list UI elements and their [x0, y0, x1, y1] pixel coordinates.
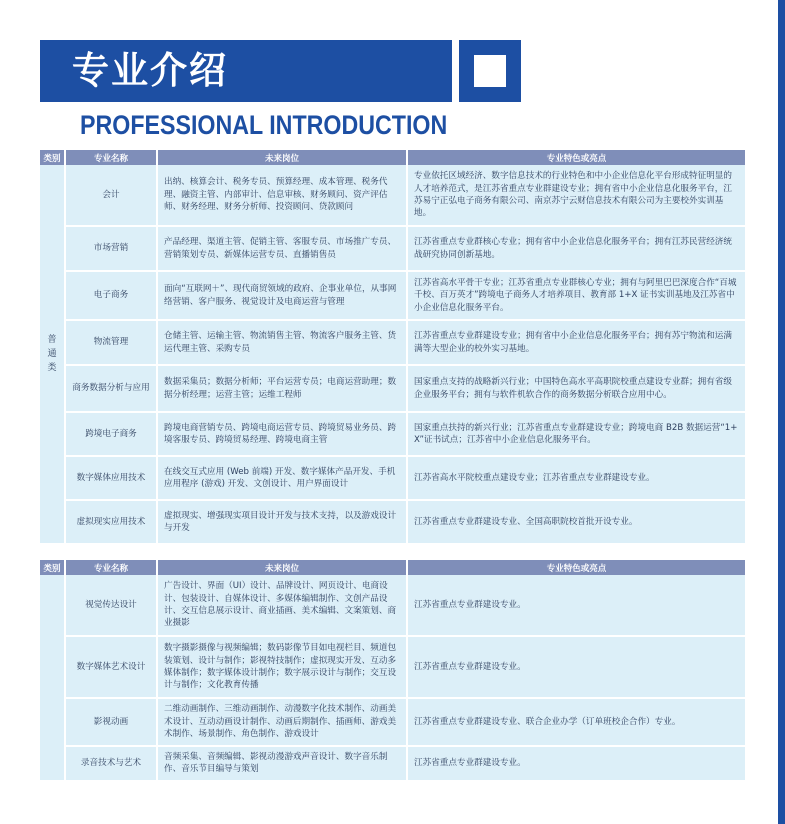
header-future-jobs: 未来岗位: [158, 560, 408, 575]
header-future-jobs: 未来岗位: [158, 150, 408, 165]
features-cell: 江苏省高水平院校重点建设专业；江苏省重点专业群建设专业。: [408, 457, 745, 501]
features-cell: 江苏省重点专业群建设专业。: [408, 575, 745, 637]
features-cell: 江苏省重点专业群建设专业、全国高职院校首批开设专业。: [408, 501, 745, 545]
category-cell: [40, 575, 66, 782]
major-name-cell: 物流管理: [66, 321, 158, 366]
future-jobs-cell: 在线交互式应用 (Web 前端) 开发、数字媒体产品开发、手机应用程序 (游戏) 开发、文创设计、用户界面设计: [158, 457, 408, 501]
header-category: 类别: [40, 560, 66, 575]
major-name-cell: 视觉传达设计: [66, 575, 158, 637]
table-row: [40, 747, 745, 782]
major-name-cell: 会计: [66, 165, 158, 227]
table-row: [40, 366, 745, 413]
major-name-cell: 虚拟现实应用技术: [66, 501, 158, 545]
features-cell: 国家重点扶持的新兴行业；江苏省重点专业群建设专业；跨境电商 B2B 数据运营“1+X”证书试点；江苏省中小企业信息化服务平台。: [408, 413, 745, 457]
future-jobs-cell: 出纳、核算会计、税务专员、预算经理、成本管理、税务代理、融资主管、内部审计、信息审核、财务顾问、资产评估师、财务经理、财务分析师、投资顾问、贷款顾问: [158, 165, 408, 227]
future-jobs-cell: 二维动画制作、三维动画制作、动漫数字化技术制作、动画美术设计、互动动画设计制作、动画后期制作、插画师、游戏美术制作、场景制作、角色制作、游戏设计: [158, 699, 408, 747]
future-jobs-cell: 广告设计、界面（UI）设计、品牌设计、网页设计、电商设计、包装设计、自媒体设计、多媒体编辑制作、文创产品设计、交互信息展示设计、商业插画、美术编辑、文案策划、商业摄影: [158, 575, 408, 637]
major-name-cell: 电子商务: [66, 272, 158, 321]
table-row: [40, 272, 745, 321]
header-category: 类别: [40, 150, 66, 165]
major-table-general: [40, 150, 745, 545]
major-name-cell: 商务数据分析与应用: [66, 366, 158, 413]
table-row: [40, 165, 745, 227]
table-row: [40, 637, 745, 699]
major-name-cell: 数字媒体艺术设计: [66, 637, 158, 699]
table-row: [40, 321, 745, 366]
header-major-name: 专业名称: [66, 560, 158, 575]
page-title: 专业介绍: [40, 40, 452, 102]
future-jobs-cell: 仓储主管、运输主管、物流销售主管、物流客户服务主管、货运代理主管、采购专员: [158, 321, 408, 366]
future-jobs-cell: 跨境电商营销专员、跨境电商运营专员、跨境贸易业务员、跨境客服专员、跨境贸易经理、跨境电商主管: [158, 413, 408, 457]
features-cell: 江苏省高水平骨干专业；江苏省重点专业群核心专业；拥有与阿里巴巴深度合作“百城千校、百万英才”跨境电子商务人才培养项目、教育部 1+X 证书实训基地及江苏省中小企业信息化服务平台。: [408, 272, 745, 321]
major-name-cell: 跨境电子商务: [66, 413, 158, 457]
future-jobs-cell: 音频采集、音频编辑、影视动漫游戏声音设计、数字音乐制作、音乐节目编导与策划: [158, 747, 408, 782]
future-jobs-cell: 数字摄影摄像与视频编辑；数码影像节目如电视栏目、频道包装策划、设计与制作；影视特技制作；虚拟现实开发、互动多媒体制作；数字媒体设计制作；数字展示设计与制作；交互设计与制作；文化教育传播: [158, 637, 408, 699]
header-features: 专业特色或亮点: [408, 150, 745, 165]
table-row: [40, 501, 745, 545]
future-jobs-cell: 虚拟现实、增强现实项目设计开发与技术支持，以及游戏设计与开发: [158, 501, 408, 545]
features-cell: 江苏省重点专业群建设专业。: [408, 637, 745, 699]
square-icon: [459, 40, 521, 102]
major-name-cell: 市场营销: [66, 227, 158, 272]
major-name-cell: 影视动画: [66, 699, 158, 747]
features-cell: 国家重点支持的战略新兴行业；中国特色高水平高职院校重点建设专业群；拥有省级企业服务平台；拥有与软件机软合作的商务数据分析联合应用中心。: [408, 366, 745, 413]
features-cell: 江苏省重点专业群建设专业。: [408, 747, 745, 782]
header-features: 专业特色或亮点: [408, 560, 745, 575]
features-cell: 专业依托区域经济、数字信息技术的行业特色和中小企业信息化平台形成特征明显的人才培养范式，是江苏省重点专业群建设专业；拥有省中小企业信息化服务平台，江苏易宁正弘电子商务有限公司、南京苏宁云财信息技术有限公司为主要校外实训基地。: [408, 165, 745, 227]
category-label: 普 通 类: [47, 335, 57, 373]
future-jobs-cell: 数据采集员；数据分析师；平台运营专员；电商运营助理；数据分析经理；运营主管；运维工程师: [158, 366, 408, 413]
table-row: [40, 227, 745, 272]
square-icon-inner: [474, 55, 506, 87]
header-major-name: 专业名称: [66, 150, 158, 165]
table-header-row: [40, 560, 745, 575]
page-edge-stripe: [778, 0, 785, 824]
features-cell: 江苏省重点专业群建设专业、联合企业办学（订单班校企合作）专业。: [408, 699, 745, 747]
table-row: [40, 413, 745, 457]
table-row: [40, 457, 745, 501]
major-table-art: [40, 560, 745, 782]
category-cell: [40, 165, 66, 545]
future-jobs-cell: 面向“互联网＋”、现代商贸领域的政府、企事业单位，从事网络营销、客户服务、视觉设计及电商运营与管理: [158, 272, 408, 321]
table-row: [40, 699, 745, 747]
table-header-row: [40, 150, 745, 165]
major-name-cell: 录音技术与艺术: [66, 747, 158, 782]
features-cell: 江苏省重点专业群核心专业；拥有省中小企业信息化服务平台；拥有江苏民营经济统战研究协同创新基地。: [408, 227, 745, 272]
features-cell: 江苏省重点专业群建设专业；拥有省中小企业信息化服务平台；拥有苏宁物流和运满满等大型企业的校外实习基地。: [408, 321, 745, 366]
future-jobs-cell: 产品经理、渠道主管、促销主管、客服专员、市场推广专员、营销策划专员、新媒体运营专员、直播销售员: [158, 227, 408, 272]
page-subtitle: PROFESSIONAL INTRODUCTION: [80, 110, 448, 140]
major-name-cell: 数字媒体应用技术: [66, 457, 158, 501]
table-row: [40, 575, 745, 637]
